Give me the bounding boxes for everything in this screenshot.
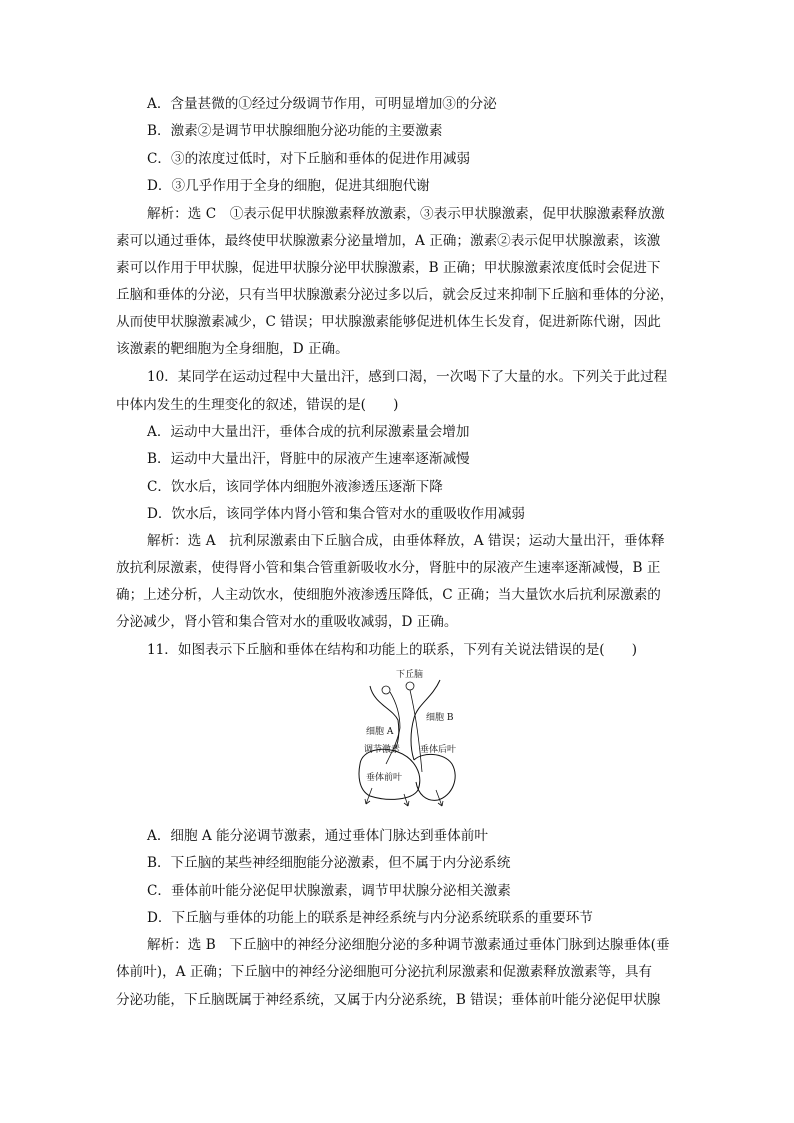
q9-analysis-line: 素可以通过垂体，最终使甲状腺激素分泌量增加，A 正确；激素②表示促甲状腺激素，该激 <box>116 233 661 249</box>
label-regulatory-hormone: 调节激素 <box>364 745 401 755</box>
q11-option-a: A．细胞 A 能分泌调节激素，通过垂体门脉达到垂体前叶 <box>147 828 488 844</box>
q10-stem-line: 10．某同学在运动过程中大量出汗，感到口渴，一次喝下了大量的水。下列关于此过程 <box>147 369 668 385</box>
label-hypothalamus: 下丘脑 <box>396 670 424 680</box>
neuron-cell-a-body <box>382 686 390 694</box>
hypothalamus-pituitary-diagram <box>352 668 462 808</box>
q11-analysis-line: 解析：选 B 下丘脑中的神经分泌细胞分泌的多种调节激素通过垂体门脉到达腺垂体(垂 <box>147 937 670 953</box>
q10-analysis-line: 确；上述分析，人主动饮水，使细胞外液渗透压降低，C 正确；当大量饮水后抗利尿激素的 <box>116 587 661 603</box>
label-cell-a: 细胞 A <box>366 727 394 737</box>
q9-analysis-line: 解析：选 C ①表示促甲状腺激素释放激素，③表示甲状腺激素，促甲状腺激素释放激 <box>147 206 665 222</box>
q10-stem-line: 中体内发生的生理变化的叙述，错误的是( ) <box>116 397 399 413</box>
label-posterior-pituitary: 垂体后叶 <box>420 745 457 755</box>
q10-option-d: D．饮水后，该同学体内肾小管和集合管对水的重吸收作用减弱 <box>147 506 525 522</box>
q9-analysis-line: 该激素的靶细胞为全身细胞，D 正确。 <box>116 341 349 357</box>
q9-analysis-line: 素可以作用于甲状腺，促进甲状腺分泌甲状腺激素，B 正确；甲状腺激素浓度低时会促进下 <box>116 260 661 276</box>
q9-analysis-line: 从而使甲状腺激素减少，C 错误；甲状腺激素能够促进机体生长发育，促进新陈代谢，因此 <box>116 314 661 330</box>
q10-option-a: A．运动中大量出汗，垂体合成的抗利尿激素量会增加 <box>147 424 470 440</box>
q9-option-c: C．③的浓度过低时，对下丘脑和垂体的促进作用减弱 <box>147 151 471 167</box>
q11-analysis-line: 体前叶)，A 正确；下丘脑中的神经分泌细胞可分泌抗利尿激素和促激素释放激素等，具有 <box>116 964 653 980</box>
q11-option-b: B．下丘脑的某些神经细胞能分泌激素，但不属于内分泌系统 <box>147 855 511 871</box>
q9-option-d: D．③几乎作用于全身的细胞，促进其细胞代谢 <box>147 178 430 194</box>
q9-option-b: B．激素②是调节甲状腺细胞分泌功能的主要激素 <box>147 123 443 139</box>
q10-analysis-line: 分泌减少，肾小管和集合管对水的重吸收减弱，D 正确。 <box>116 614 458 630</box>
label-anterior-pituitary: 垂体前叶 <box>366 773 403 783</box>
q10-analysis-line: 放抗利尿激素，使得肾小管和集合管重新吸收水分，肾脏中的尿液产生速率逐渐减慢，B 正 <box>116 560 661 576</box>
q10-option-c: C．饮水后，该同学体内细胞外液渗透压逐渐下降 <box>147 479 443 495</box>
q11-option-c: C．垂体前叶能分泌促甲状腺激素，调节甲状腺分泌相关激素 <box>147 883 511 899</box>
posterior-lobe-outline <box>414 754 455 800</box>
q11-analysis-line: 分泌功能，下丘脑既属于神经系统，又属于内分泌系统，B 错误；垂体前叶能分泌促甲状腺 <box>116 992 661 1008</box>
stalk-left-outline <box>370 686 399 748</box>
q10-option-b: B．运动中大量出汗，肾脏中的尿液产生速率逐渐减慢 <box>147 451 470 467</box>
label-cell-b: 细胞 B <box>426 713 454 723</box>
neuron-cell-b-body <box>406 682 414 690</box>
q10-analysis-line: 解析：选 A 抗利尿激素由下丘脑合成，由垂体释放，A 错误；运动大量出汗，垂体释 <box>147 533 665 549</box>
hypothalamus-pituitary-svg <box>352 668 462 808</box>
q11-stem: 11．如图表示下丘脑和垂体在结构和功能上的联系，下列有关说法错误的是( ) <box>147 642 638 658</box>
q11-option-d: D．下丘脑与垂体的功能上的联系是神经系统与内分泌系统联系的重要环节 <box>147 910 593 926</box>
q9-option-a: A．含量甚微的①经过分级调节作用，可明显增加③的分泌 <box>147 96 497 112</box>
q9-analysis-line: 丘脑和垂体的分泌，只有当甲状腺激素分泌过多以后，就会反过来抑制下丘脑和垂体的分泌， <box>116 287 674 303</box>
